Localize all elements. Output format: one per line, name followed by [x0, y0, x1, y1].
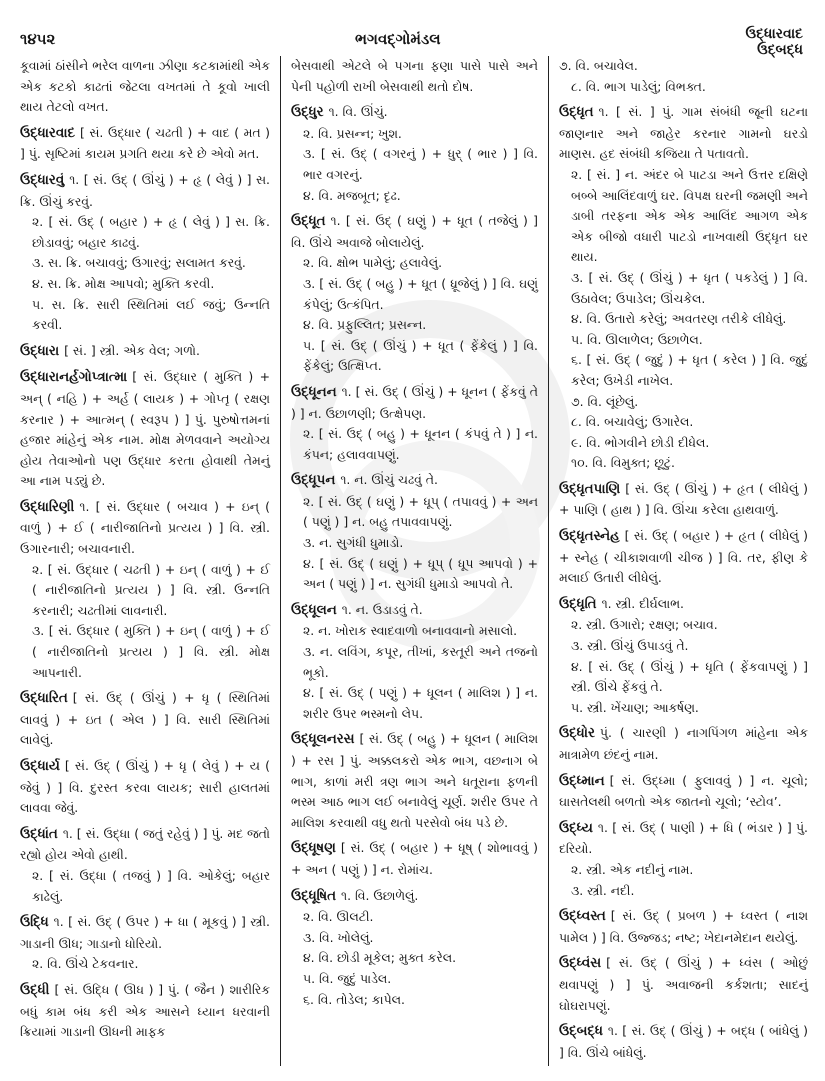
- entry-sense: ૩. [ સં. ઉદ્ ( વગરનું ) + ધુર્ ( ભાર ) ] વિ. ભાર વગરનું.: [303, 146, 538, 182]
- entry-sense: ૩. સ્ત્રી. નદી.: [571, 882, 635, 898]
- entry-sense: ૪. વિ. પ્રફુલ્લિત; પ્રસન્ન.: [303, 317, 427, 333]
- entry-sense: [ સં. ઉદ્ ( ઊંચું ) + ધ્વંસ ( ઓછું થવાપણું ) ] પું. અવાજની કર્કશતા; સાદનું ઘોઘરાપણું.: [559, 955, 808, 1013]
- dictionary-entry: [291, 886, 538, 1011]
- entry-sense: ૨. [ સં. ઉદ્ધાર ( ચઢતી ) + ઇન્ ( વાળું ) + ઈ ( નારીજાતિનો પ્રત્યય ) ] વિ. સ્ત્રી. ઉન્નતિ કરનારી; ચઢતીમાં લાવનારી.: [32, 561, 270, 618]
- entry-sense: ૬. વિ. તોડેલ; કાપેલ.: [303, 991, 405, 1007]
- dictionary-entry: [559, 594, 808, 719]
- dictionary-entry: [291, 56, 538, 97]
- entry-headword: ઉદ્ધારિણી: [20, 499, 75, 515]
- dictionary-entry: [20, 756, 270, 819]
- dictionary-entry: [559, 771, 808, 813]
- entry-sense: ૩. સ. ક્રિ. બચાવવું; ઉગારવું; સલામત કરવું.: [32, 255, 246, 271]
- dictionary-entry: [559, 723, 808, 765]
- entry-sense: ૨. વિ. ઊંચે ટેકવનાર.: [32, 956, 139, 972]
- entry-sense: ૪. વિ. છોડી મૂકેલ; મુક્ત કરેલ.: [303, 950, 457, 966]
- dictionary-entry: [559, 818, 808, 901]
- entry-sense: ૩. વિ. ખોલેલું.: [303, 929, 374, 945]
- entry-sense: [ સં. ઉદ્ધાર ( ચઢતી ) + વાદ ( મત ) ] પું. સૃષ્ટિમાં કાયમ પ્રગતિ થયા કરે છે એવો મત.: [20, 124, 270, 162]
- entry-headword: ઉદ્ધૂષિત: [291, 888, 337, 904]
- entry-sense: ૧. વિ. ઉછાળેલું.: [341, 887, 419, 903]
- dictionary-entry: [291, 102, 538, 206]
- entry-sense: ૩. [ સં. ઉદ્ધાર ( મુક્તિ ) + ઇન્ ( વાળું ) + ઈ ( નારીજાતિનો પ્રત્યય ) ] વિ. સ્ત્રી. મોક્ષ આપનારી.: [32, 623, 270, 680]
- entry-headword: ઉદ્ધૂષણ: [291, 841, 336, 857]
- entry-sense: ૨. સ્ત્રી. ઉગારો; રક્ષણ; બચાવ.: [571, 617, 718, 633]
- entry-sense: ૨. ન. ખોરાક સ્વાદવાળો બનાવવાનો મસાલો.: [303, 623, 518, 639]
- entry-sense: ૧. ન. ઊંચું ચઢવું તે.: [340, 472, 438, 488]
- entry-headword: ઉદ્ધૂત: [291, 214, 326, 230]
- entry-sense: [ સં. ઉદ્ ( ઊંચું ) + હૃત ( લીધેલું ) + પાણિ ( હાથ ) ] વિ. ઊંચા કરેલા હાથવાળું.: [559, 480, 808, 518]
- entry-headword: ઉદ્ધારિત: [20, 691, 68, 707]
- entry-sense: ૫. વિ. ઊલાળેલ; ઉછાળેલ.: [571, 331, 703, 347]
- entry-headword: ઉદ્ધૂલન: [291, 602, 337, 618]
- dictionary-entry: [20, 123, 270, 165]
- entry-headword: ઉદ્ધ્માન: [559, 773, 605, 789]
- entry-sense: પું. ( ચારણી ) નાગપિંગળ માંહેના એક માત્રામેળ છંદનું નામ.: [559, 725, 808, 762]
- entry-headword: ઉદ્ધારવાદ: [20, 125, 75, 141]
- entry-headword: ઉદ્ધિ: [20, 915, 49, 931]
- page-number: ૧૪૫૨: [20, 30, 56, 48]
- entry-sense: ૩. [ સં. ઉદ્ ( બહુ ) + ધૂત ( ધ્રૂજેલું ) ] વિ. ઘણું કંપેલું; ઉત્કંપિત.: [303, 275, 538, 312]
- entry-sense: ૪. [ સં. ઉદ્ ( ઊંચું ) + ધૃતિ ( ફેંકવાપણું ) ] સ્ત્રી. ઊંચે ફેંકવું તે.: [571, 658, 808, 695]
- dictionary-entry: [559, 526, 808, 589]
- dictionary-entry: [20, 367, 270, 492]
- entry-sense: ૨. [ સં. ઉદ્ ( બહાર ) + હૃ ( લેવું ) ] સ. ક્રિ. છોડાવવું; બહાર કાઢવું.: [32, 214, 270, 250]
- entry-sense: ૩. ન. સુગંધી ધુમાડો.: [303, 535, 404, 551]
- entry-sense: ૨. વિ. ક્ષોભ પામેલું; હલાવેલું.: [303, 255, 443, 271]
- entry-headword: ઉદ્ધૃત: [559, 105, 594, 121]
- entry-sense: બેસવાથી એટલે બે પગના ફણા પાસે પાસે અને પેની પહોળી રાખી બેસવાથી થતો દોષ.: [291, 58, 538, 94]
- dictionary-entry: [291, 838, 538, 880]
- entry-sense: ૪. વિ. ઉતારો કરેલું; અવતરણ તરીકે લીધેલું.: [571, 311, 787, 327]
- entry-headword: ઉદ્બદ્ધ: [559, 1024, 603, 1040]
- entry-headword: ઉદ્ધારાનર્હગોપ્ત્રાત્મા: [20, 370, 128, 386]
- dictionary-entry: [20, 980, 270, 1043]
- entry-sense: ૯. વિ. ભોગવીને છોડી દીધેલ.: [571, 434, 710, 450]
- entry-sense: ૭. વિ. લૂંછેલું.: [571, 393, 639, 409]
- dictionary-entry: [20, 688, 270, 751]
- entry-sense: [ સં. ઉદ્ધિ ( ઊધ ) ] પું. ( જૈન ) શારીરિક બધું કામ બંધ કરી એક આસને ધ્યાન ધરવાની ક્રિયામાં ગાડાની ઊધની માફક: [20, 981, 270, 1040]
- entry-sense: ૧. [ સં. ઉદ્ ( ઊંચું ) + હૃ ( લેવું ) ] સ. ક્રિ. ઊંચું કરવું.: [20, 171, 270, 209]
- entry-sense: ૨. સ્ત્રી. એક નદીનું નામ.: [571, 861, 694, 877]
- entry-sense: ૫. સ. ક્રિ. સારી સ્થિતિમાં લઈ જવું; ઉન્નતિ કરવી.: [32, 296, 270, 333]
- entry-headword: ઉદ્ધોર: [559, 726, 595, 742]
- entry-sense: કૂવામાં ઠાંસીને ભરેલ વાળના ઝીણા કટકામાંથી એક એક કટકો કાઢતાં જેટલા વખતમાં તે કૂવો ખાલી થાય તેટલો વખત.: [20, 58, 270, 115]
- entry-sense: ૧૦. વિ. વિમુક્ત; છૂટું.: [571, 455, 675, 471]
- entry-sense: ૭. વિ. બચાવેલ.: [559, 58, 638, 73]
- entry-sense: ૪. [ સં. ઉદ્ ( ઘણું ) + ધૂપ્ ( ધૂપ આપવો ) + અન ( પણું ) ] ન. સુગંધી ધુમાડો આપવો તે.: [303, 555, 538, 592]
- entry-sense: [ સં. ઉદ્ધાર ( મુક્તિ ) + અન્ ( નહિ ) + અર્હ ( લાયક ) + ગોપ્તૃ ( રક્ષણ કરનાર ) + આત્મન્ ( સ્વરૂપ ) ] પું. પુરુષોત્તમનાં હજાર માંહેનું એક નામ. મોક્ષ મેળવવાને અયોગ્ય હોય તેવાઓનો પણ ઉદ્ધાર કરતા હોવાથી તેમનું આ નામ પડ્યું છે.: [20, 369, 270, 489]
- dictionary-entry: [559, 56, 808, 97]
- entry-sense: [ સં. ] સ્ત્રી. એક વેલ; ગળો.: [64, 342, 200, 358]
- entry-sense: ૩. ન. લવિંગ, કપૂર, તીખાં, કસ્તૂરી અને તજનો ભૂકો.: [303, 644, 538, 680]
- dictionary-entry: [559, 906, 808, 948]
- dictionary-entry: [20, 912, 270, 975]
- entry-sense: ૨. [ સં. ઉદ્ ( બહુ ) + ધૂનન ( કંપવું તે ) ] ન. કંપન; હલાવવાપણું.: [303, 426, 538, 462]
- entry-headword: ઉદ્ધાંત: [20, 826, 58, 842]
- dictionary-entry: [20, 56, 270, 118]
- entry-sense: ૮. વિ. બચાવેલું; ઉગારેલ.: [571, 414, 694, 430]
- entry-sense: ૧. વિ. ઊંચું.: [328, 104, 388, 120]
- entry-sense: ૨. વિ. પ્રસન્ન; ખુશ.: [303, 125, 402, 141]
- entry-headword: ઉદ્ધ્ય: [559, 820, 593, 836]
- entry-headword: ઉદ્ધ્વંસ: [559, 956, 602, 972]
- entry-sense: ૮. વિ. ભાગ પાડેલું; વિભક્ત.: [571, 78, 706, 94]
- entry-sense: ૨. વિ. ઊલટી.: [303, 909, 374, 925]
- entry-sense: ૧. [ સં. ઉદ્ ( ઊંચું ) + ધૂનન ( ફેંકવું તે ) ] ન. ઉછાળણી; ઉત્ક્ષેપણ.: [291, 383, 538, 421]
- dictionary-entry: [20, 824, 270, 907]
- entry-headword: ઉદ્ધી: [20, 982, 50, 998]
- dictionary-entry: [20, 170, 270, 336]
- entry-sense: ૪. વિ. મજબૂત; દૃઢ.: [303, 187, 401, 203]
- guide-words: [746, 26, 803, 58]
- entry-headword: ઉદ્ધ્વસ્ત: [559, 909, 606, 925]
- dictionary-entry: [291, 600, 538, 725]
- entry-headword: ઉદ્ધૃતિ: [559, 596, 597, 612]
- entry-sense: ૬. [ સં. ઉદ્ ( જુદું ) + ધૃત ( કરેલ ) ] વિ. જુદું કરેલ; ઉખેડી નાખેલ.: [571, 352, 808, 388]
- entry-sense: [ સં. ઉદ્ ( ઊંચું ) + ધૃ ( સ્થિતિમાં લાવવું ) + ઇત ( એલ ) ] વિ. સારી સ્થિતિમાં લાવેલું.: [20, 690, 270, 748]
- entry-headword: ઉદ્ધુર: [291, 105, 324, 121]
- dictionary-entry: [559, 953, 808, 1016]
- dictionary-columns: [20, 56, 808, 1066]
- entry-sense: ૧. [ સં. ઉદ્ધા ( જતું રહેવું ) ] પું. મદ જતો રહ્યો હોય એવો હાથી.: [20, 825, 270, 863]
- entry-sense: ૫. [ સં. ઉદ્ ( ઊંચું ) + ધૂત ( ફેંકેલું ) ] વિ. ફેંકેલું; ઉત્ક્ષિપ્ત.: [303, 337, 538, 374]
- entry-sense: ૫. સ્ત્રી. ખેંચાણ; આકર્ષણ.: [571, 699, 699, 715]
- entry-sense: ૩. [ સં. ઉદ્ ( ઊંચું ) + ધૃત ( પકડેલું ) ] વિ. ઉઠાવેલ; ઉપાડેલ; ઊંચકેલ.: [571, 269, 808, 306]
- entry-sense: [ સં. ઉદ્ ( બહુ ) + ધૂલન ( માલિશ ) + રસ ] પું. અક્કલકરો એક ભાગ, વછનાગ બે ભાગ, કાળાં મરી ત્રણ ભાગ અને ધતૂરાના ફળની ભસ્મ આઠ ભાગ લઈ બનાવેલું ચૂર્ણ. શરીર ઉપર તે માલિશ કરવાથી વધુ થતો પરસેવો બંધ પડે છે.: [291, 731, 538, 830]
- entry-headword: ઉદ્ધૃતસ્નેહ: [559, 529, 620, 545]
- entry-headword: ઉદ્ધૃતપાણિ: [559, 481, 621, 497]
- entry-headword: ઉદ્ધૂનન: [291, 384, 337, 400]
- entry-sense: [ સં. ઉદ્ધ્મા ( ફુલાવવું ) ] ન. ચૂલો; ઘાસતેલથી બળતો એક જાતનો ચૂલો; ‘સ્ટોવ’.: [559, 772, 808, 810]
- running-title: ભગવદ્ગોમંડલ: [355, 30, 441, 48]
- dictionary-entry: [20, 341, 270, 363]
- dictionary-entry: [291, 470, 538, 595]
- entry-sense: [ સં. ઉદ્ ( ઊંચું ) + ધૃ ( લેવું ) + ય ( જેવું ) ] વિ. દુરસ્ત કરવા લાયક; સારી હાલતમાં લાવવા જેવું.: [20, 758, 270, 816]
- entry-sense: ૧. [ સં. ઉદ્ધાર ( બચાવ ) + ઇન્ ( વાળું ) + ઈ ( નારીજાતિનો પ્રત્યય ) ] વિ. સ્ત્રી. ઉગારનારી; બચાવનારી.: [20, 498, 270, 557]
- entry-headword: ઉદ્ધારા: [20, 343, 60, 359]
- dictionary-entry: [291, 729, 538, 833]
- column-1: [20, 56, 280, 1066]
- dictionary-entry: [291, 382, 538, 465]
- guide-word-last: ઉદ્બદ્ધ: [757, 42, 803, 58]
- dictionary-entry: [20, 497, 270, 683]
- guide-word-first: ઉદ્ધારવાદ: [745, 26, 803, 42]
- entry-sense: ૨. [ સં. ઉદ્ધા ( તજવું ) ] વિ. ઓકેલું; બહાર કાઢેલું.: [32, 867, 270, 904]
- entry-sense: ૫. વિ. જુદું પાડેલ.: [303, 970, 392, 986]
- dictionary-entry: [559, 102, 808, 474]
- entry-sense: ૧. [ સં. ઉદ્ ( પાણી ) + ધિ ( ભંડાર ) ] પું. દરિયો.: [559, 819, 808, 857]
- entry-headword: ઉદ્ધાર્ય: [20, 759, 60, 774]
- entry-sense: ૨. [ સં. ઉદ્ ( ઘણું ) + ધૂપ્ ( તપાવવું ) + અન ( પણું ) ] ન. બહુ તપાવવાપણું.: [303, 493, 538, 530]
- entry-sense: [ સં. ઉદ્ ( પ્રબળ ) + ધ્વસ્ત ( નાશ પામેલ ) ] વિ. ઉજ્જડ; નષ્ટ; ખેદાનમેદાન થયેલું.: [559, 908, 808, 945]
- page-header: [0, 22, 825, 58]
- entry-sense: ૪. સ. ક્રિ. મોક્ષ આપવો; મુક્તિ કરવી.: [32, 275, 215, 291]
- entry-headword: ઉદ્ધૂપન: [291, 473, 336, 489]
- entry-sense: ૧. ન. ઉડાડવું તે.: [341, 601, 423, 617]
- entry-sense: ૨. [ સં. ] ન. અંદર બે પાટડા અને ઉત્તર દક્ષિણે બબ્બે આલિંદવાળું ઘર. વિપક્ષ ઘરની જમણી અને ડાબી તરફના એક એક આલિંદ આગળ એક એક બીજો વધારી પાટડો નાખવાથી ઉદ્ધૃત ઘર થાય.: [571, 166, 808, 265]
- entry-sense: ૧. [ સં. ] પું. ગામ સંબંધી જૂની ઘટના જાણનાર અને જાહેર કરનાર ગામનો ઘરડો માણસ. હદ સંબંધી કજિયા તે પતાવતો.: [559, 104, 808, 162]
- entry-sense: ૧. [ સં. ઉદ્ ( ઘણું ) + ધૂત ( તજેલું ) ] વિ. ઊંચે અવાજે બોલાયેલું.: [291, 213, 538, 250]
- dictionary-entry: [291, 211, 538, 377]
- entry-sense: [ સં. ઉદ્ ( બહાર ) + હૃત ( લીધેલું ) + સ્નેહ ( ચીકાશવાળી ચીજ ) ] વિ. તર, ફીણ કે મલાઈ ઉતારી લીધેલું.: [559, 528, 808, 586]
- entry-sense: [ સં. ઉદ્ ( બહાર ) + ધૂષ્ ( શોભાવવું ) + અન ( પણું ) ] ન. રોમાંચ.: [291, 840, 538, 877]
- dictionary-entry: [559, 1021, 808, 1063]
- entry-headword: ઉદ્ધૂલનરસ: [291, 732, 355, 748]
- column-3: [548, 56, 808, 1066]
- entry-sense: ૧. સ્ત્રી. દીર્ઘલાભ.: [601, 595, 684, 611]
- entry-sense: ૧. [ સં. ઉદ્ ( ઉપર ) + ધા ( મૂકવું ) ] સ્ત્રી. ગાડાની ઊધ; ગાડાનો ધોરિયો.: [20, 914, 270, 951]
- entry-sense: ૧. [ સં. ઉદ્ ( ઊંચું ) + બદ્ધ ( બાંધેલું ) ] વિ. ઊંચે બાંધેલું.: [559, 1023, 808, 1060]
- entry-sense: ૩. સ્ત્રી. ઊંચું ઉપાડવું તે.: [571, 638, 689, 654]
- dictionary-entry: [559, 479, 808, 521]
- entry-headword: ઉદ્ધારવું: [20, 172, 65, 188]
- column-2: [280, 56, 548, 1066]
- entry-sense: ૪. [ સં. ઉદ્ ( પણું ) + ધૂલન ( માલિશ ) ] ન. શરીર ઉપર ભસ્મનો લેપ.: [303, 685, 538, 721]
